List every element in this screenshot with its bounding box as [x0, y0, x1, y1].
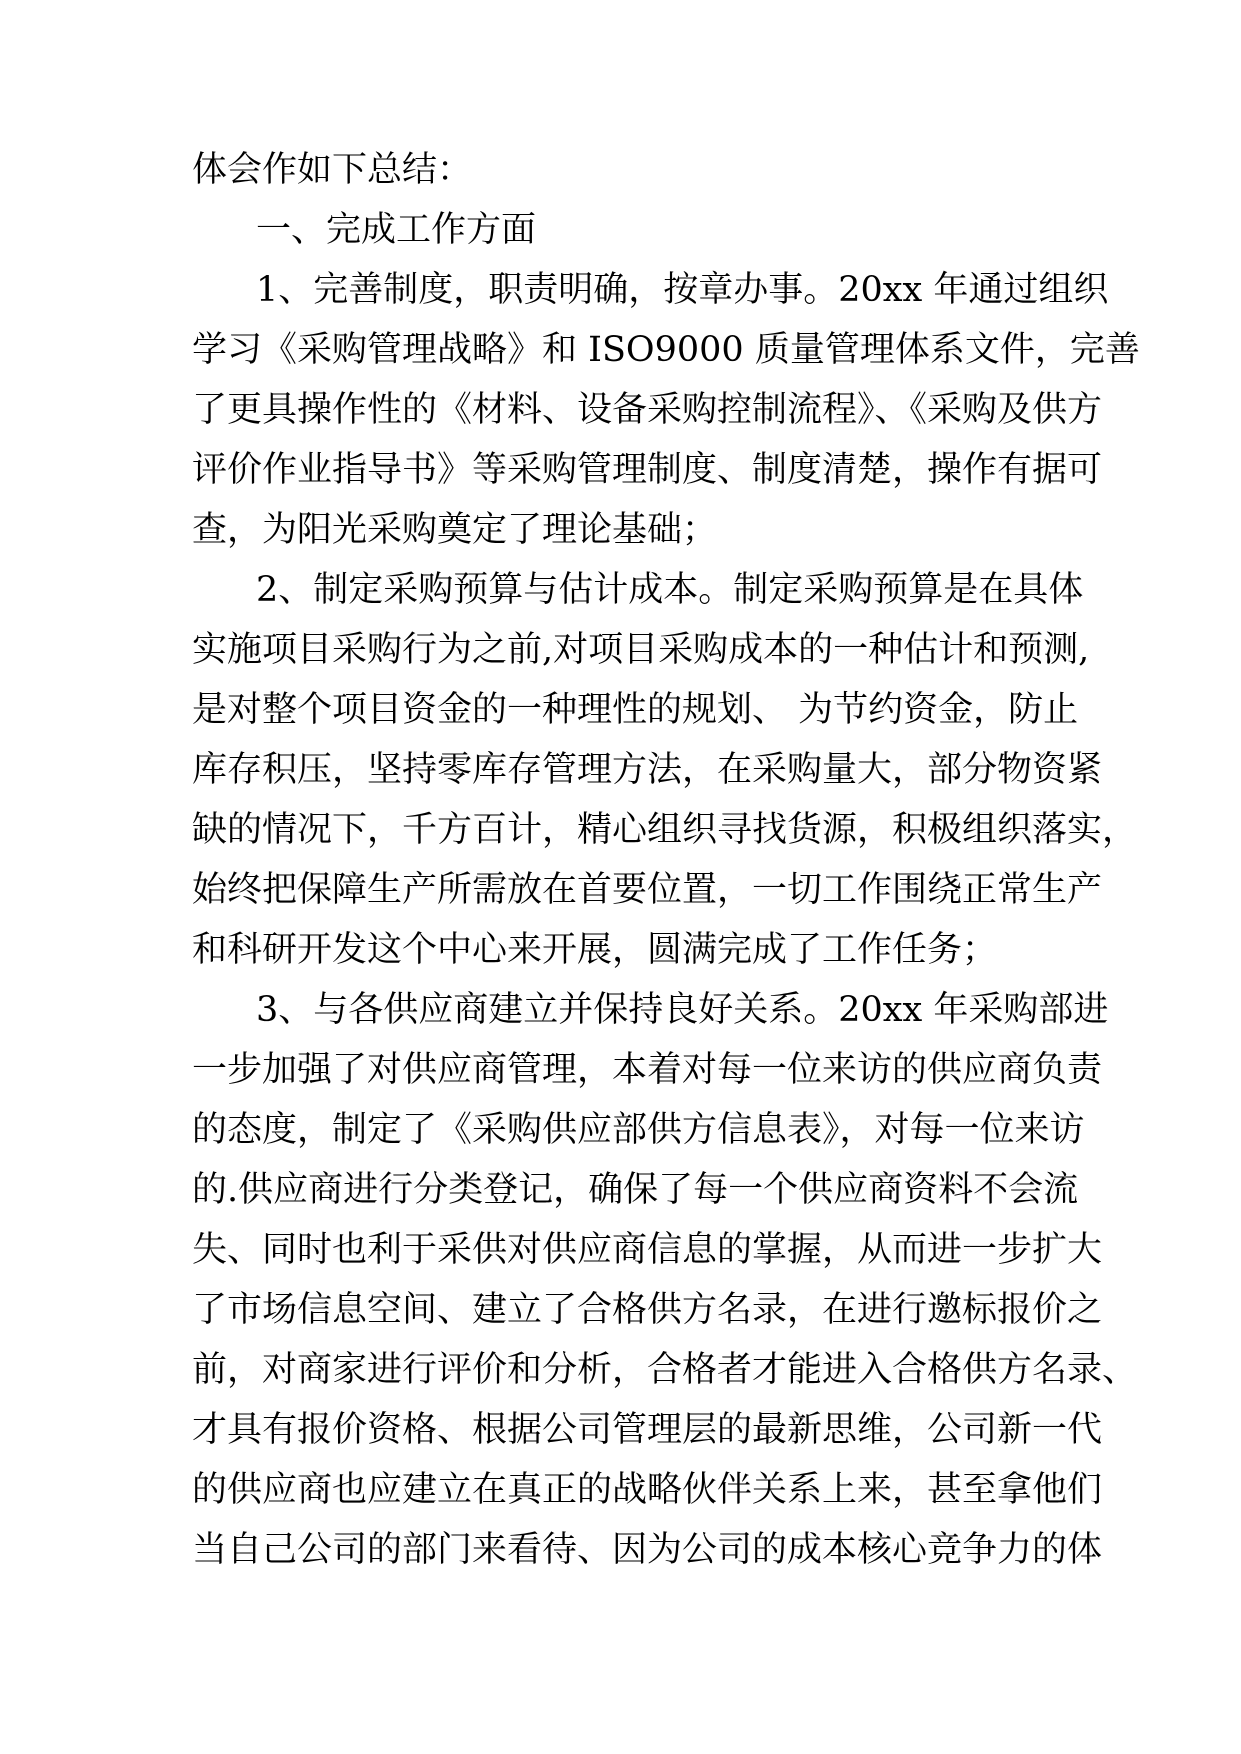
text-line: 的供应商也应建立在真正的战略伙伴关系上来，甚至拿他们	[192, 1470, 1103, 1510]
section-heading: 一、完成工作方面	[256, 210, 537, 250]
text-line: 的态度，制定了《采购供应部供方信息表》，对每一位来访	[192, 1110, 1085, 1150]
text-line: 查，为阳光采购奠定了理论基础；	[192, 510, 718, 550]
text-line: 1、完善制度，职责明确，按章办事。20xx 年通过组织	[256, 270, 1109, 310]
text-line: 学习《采购管理战略》和 ISO9000 质量管理体系文件，完善	[192, 330, 1140, 370]
text-line: 体会作如下总结：	[192, 150, 473, 190]
text-line: 才具有报价资格、根据公司管理层的最新思维，公司新一代	[192, 1410, 1103, 1450]
text-line: 始终把保障生产所需放在首要位置，一切工作围绕正常生产	[192, 870, 1103, 910]
text-line: 3、与各供应商建立并保持良好关系。20xx 年采购部进	[256, 990, 1109, 1030]
text-line: 缺的情况下，千方百计，精心组织寻找货源，积极组织落实，	[192, 810, 1138, 850]
text-line: 和科研开发这个中心来开展，圆满完成了工作任务；	[192, 930, 998, 970]
text-line: 的.供应商进行分类登记，确保了每一个供应商资料不会流	[192, 1170, 1079, 1210]
text-line: 实施项目采购行为之前,对项目采购成本的一种估计和预测,	[192, 630, 1090, 670]
text-line: 一步加强了对供应商管理，本着对每一位来访的供应商负责	[192, 1050, 1103, 1090]
text-line: 2、制定采购预算与估计成本。制定采购预算是在具体	[256, 570, 1084, 610]
text-line: 是对整个项目资金的一种理性的规划、 为节约资金，防止	[192, 690, 1079, 730]
text-line: 库存积压，坚持零库存管理方法，在采购量大，部分物资紧	[192, 750, 1103, 790]
text-line: 当自己公司的部门来看待、因为公司的成本核心竞争力的体	[192, 1530, 1103, 1570]
text-line: 失、同时也利于采供对供应商信息的掌握，从而进一步扩大	[192, 1230, 1103, 1270]
text-line: 评价作业指导书》等采购管理制度、制度清楚，操作有据可	[192, 450, 1103, 490]
text-line: 了更具操作性的《材料、设备采购控制流程》、《采购及供方	[192, 390, 1103, 430]
text-line: 前，对商家进行评价和分析，合格者才能进入合格供方名录、	[192, 1350, 1138, 1390]
text-line: 了市场信息空间、建立了合格供方名录，在进行邀标报价之	[192, 1290, 1103, 1330]
